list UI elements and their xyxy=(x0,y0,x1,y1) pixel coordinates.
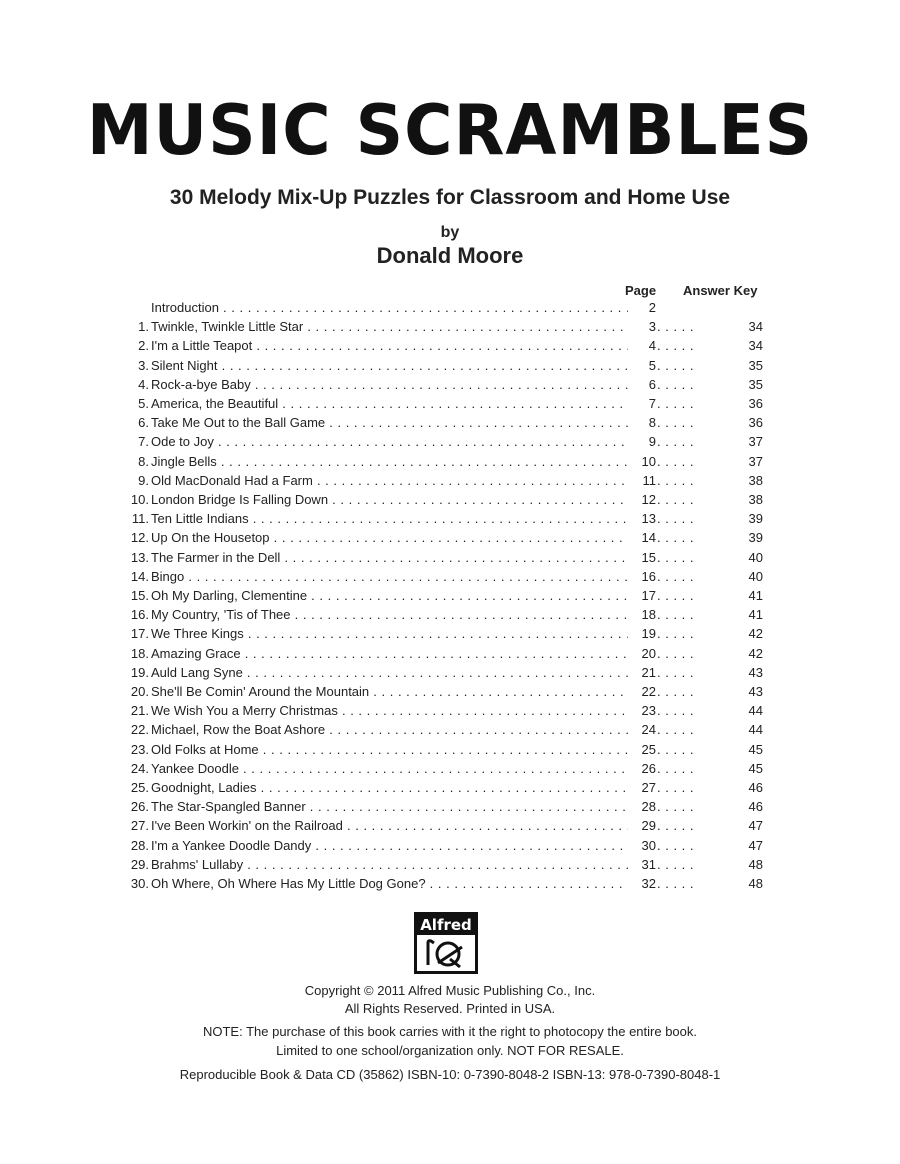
toc-row xyxy=(0,646,900,665)
toc-number: 25. xyxy=(130,780,149,795)
toc-title: Introduction . . . xyxy=(151,300,631,315)
toc-title: Ode to Joy . . . xyxy=(151,434,631,449)
toc-page-number: 15 xyxy=(628,550,656,565)
toc-leader-dots: . . . . . xyxy=(657,607,695,623)
note-line-1: NOTE: The purchase of this book carries with it the right to photocopy the entire book. xyxy=(202,1024,698,1039)
toc-title: I'm a Yankee Doodle Dandy . . . xyxy=(151,838,631,853)
toc-page-number: 14 xyxy=(628,530,656,545)
toc-number: 23. xyxy=(130,741,149,757)
toc-number: 24. xyxy=(130,760,149,776)
toc-page-number: 13 xyxy=(628,511,656,526)
toc-leader-dots: . . . . . xyxy=(657,319,695,335)
toc-leader-dots: . . . . . xyxy=(657,703,695,719)
toc-number: 9. xyxy=(138,472,149,488)
toc-answer-key-page: 46 xyxy=(748,799,763,815)
toc-row xyxy=(0,434,900,453)
toc-answer-key-page: 44 xyxy=(748,722,763,738)
toc-row xyxy=(0,665,900,684)
toc-leader-dots: . . . . . xyxy=(657,568,695,584)
toc-page-number: 30 xyxy=(628,838,656,853)
toc-answer-key-page: 36 xyxy=(748,415,763,431)
toc-title: She'll Be Comin' Around the Mountain . . . xyxy=(151,684,631,699)
toc-page-number: 10 xyxy=(628,454,656,469)
toc-number: 2. xyxy=(138,338,149,354)
toc-title: Goodnight, Ladies . . . xyxy=(151,780,631,795)
toc-number: 16. xyxy=(130,607,149,623)
toc-answer-key-page: 39 xyxy=(748,511,763,527)
toc-answer-key-page: 48 xyxy=(748,856,763,872)
toc-title: Brahms' Lullaby . . . xyxy=(151,857,631,872)
toc-title: Jingle Bells . . . xyxy=(151,454,631,469)
toc-page-number: 18 xyxy=(628,607,656,622)
toc-answer-key-page: 46 xyxy=(748,780,763,795)
toc-number: 5. xyxy=(138,396,149,411)
toc-row xyxy=(0,876,900,895)
toc-title: Michael, Row the Boat Ashore . . . xyxy=(151,722,631,737)
toc-page-number: 17 xyxy=(628,588,656,603)
toc-number: 20. xyxy=(130,684,149,699)
isbn-line: Reproducible Book & Data CD (35862) ISBN-10: 0-7390-8048-2 ISBN-13: 978-0-7390-8048-1 xyxy=(179,1067,721,1082)
toc-leader-dots: . . . . . xyxy=(657,415,695,431)
toc-number: 14. xyxy=(130,568,149,584)
toc-answer-key-page: 47 xyxy=(748,818,763,834)
toc-row xyxy=(0,684,900,703)
column-header-answer-key: Answer Key xyxy=(683,283,758,298)
toc-title: Bingo . . . xyxy=(151,569,631,584)
toc-number: 11. xyxy=(131,511,149,527)
toc-number: 30. xyxy=(130,876,149,891)
toc-page-number: 29 xyxy=(628,818,656,833)
toc-leader-dots: . . . . . xyxy=(657,434,695,450)
toc-page-number: 26 xyxy=(628,761,656,776)
toc-leader-dots: . . . . . xyxy=(657,492,695,507)
toc-title: The Farmer in the Dell . . . xyxy=(151,550,631,565)
toc-row xyxy=(0,358,900,377)
toc-answer-key-page: 48 xyxy=(748,876,763,891)
toc-leader-dots: . . . . . xyxy=(657,530,695,546)
toc-page-number: 23 xyxy=(628,703,656,718)
toc-row xyxy=(0,473,900,492)
toc-number: 19. xyxy=(130,664,149,680)
toc-row xyxy=(0,569,900,588)
toc-answer-key-page: 44 xyxy=(748,703,763,719)
toc-answer-key-page: 47 xyxy=(748,837,763,853)
toc-title: Ten Little Indians . . . xyxy=(151,511,631,526)
toc-page-number: 12 xyxy=(628,492,656,507)
toc-answer-key-page: 37 xyxy=(748,453,763,469)
toc-page-number: 16 xyxy=(628,569,656,584)
toc-title: Oh My Darling, Clementine . . . xyxy=(151,588,631,603)
toc-row xyxy=(0,818,900,837)
toc-page-number: 4 xyxy=(628,338,656,353)
toc-leader-dots: . . . . . xyxy=(657,780,695,795)
toc-row xyxy=(0,492,900,511)
toc-number: 7. xyxy=(138,434,149,450)
toc-answer-key-page: 41 xyxy=(748,607,763,623)
toc-leader-dots: . . . . . xyxy=(657,626,695,642)
toc-title: Auld Lang Syne . . . xyxy=(151,665,631,680)
toc-row xyxy=(0,550,900,569)
toc-answer-key-page: 43 xyxy=(748,684,763,699)
toc-answer-key-page: 40 xyxy=(748,549,763,565)
toc-leader-dots: . . . . . xyxy=(657,453,695,469)
toc-number: 22. xyxy=(130,722,149,738)
toc-row xyxy=(0,607,900,626)
toc-page-number: 6 xyxy=(628,377,656,392)
toc-row xyxy=(0,626,900,645)
toc-answer-key-page: 36 xyxy=(748,396,763,411)
toc-row xyxy=(0,588,900,607)
toc-answer-key-page: 38 xyxy=(748,492,763,507)
toc-row xyxy=(0,415,900,434)
toc-page-number: 21 xyxy=(628,665,656,680)
toc-answer-key-page: 41 xyxy=(748,588,763,603)
toc-leader-dots: . . . . . xyxy=(657,684,695,699)
toc-row xyxy=(0,780,900,799)
toc-title: America, the Beautiful . . . xyxy=(151,396,631,411)
toc-leader-dots: . . . . . xyxy=(657,856,695,872)
toc-title: Take Me Out to the Ball Game . . . xyxy=(151,415,631,430)
toc-row xyxy=(0,857,900,876)
toc-title: Yankee Doodle . . . xyxy=(151,761,631,776)
by-line: by xyxy=(440,224,460,241)
toc-row xyxy=(0,396,900,415)
toc-number: 1. xyxy=(138,319,149,335)
toc-title: We Three Kings . . . xyxy=(151,626,631,641)
toc-row xyxy=(0,530,900,549)
toc-leader-dots: . . . . . xyxy=(657,376,695,392)
toc-leader-dots: . . . . . xyxy=(657,760,695,776)
toc-row xyxy=(0,742,900,761)
toc-leader-dots: . . . . . xyxy=(657,472,695,488)
toc-page-number: 31 xyxy=(628,857,656,872)
toc-row xyxy=(0,377,900,396)
toc-answer-key-page: 35 xyxy=(748,357,763,373)
toc-row xyxy=(0,300,900,319)
toc-answer-key-page: 34 xyxy=(748,338,763,354)
toc-leader-dots: . . . . . xyxy=(657,511,695,527)
toc-title: Amazing Grace . . . xyxy=(151,646,631,661)
toc-number: 13. xyxy=(130,549,149,565)
toc-number: 17. xyxy=(130,626,149,642)
toc-title: London Bridge Is Falling Down . . . xyxy=(151,492,631,507)
toc-number: 27. xyxy=(130,818,149,834)
toc-leader-dots: . . . . . xyxy=(657,741,695,757)
toc-title: I've Been Workin' on the Railroad . . . xyxy=(151,818,631,833)
toc-page-number: 9 xyxy=(628,434,656,449)
toc-title: Up On the Housetop . . . xyxy=(151,530,631,545)
toc-page-number: 27 xyxy=(628,780,656,795)
toc-title: Silent Night . . . xyxy=(151,358,631,373)
toc-leader-dots: . . . . . xyxy=(657,338,695,354)
book-title: MUSIC SCRAMBLES xyxy=(86,90,814,171)
toc-number: 29. xyxy=(130,856,149,872)
toc-page-number: 20 xyxy=(628,646,656,661)
toc-leader-dots: . . . . . xyxy=(657,645,695,661)
toc-leader-dots: . . . . . xyxy=(657,799,695,815)
toc-answer-key-page: 38 xyxy=(748,472,763,488)
toc-answer-key-page: 45 xyxy=(748,741,763,757)
column-header-page: Page xyxy=(625,283,657,298)
toc-title: Rock-a-bye Baby . . . xyxy=(151,377,631,392)
toc-leader-dots: . . . . . xyxy=(657,837,695,853)
toc-title: Old MacDonald Had a Farm . . . xyxy=(151,473,631,488)
toc-row xyxy=(0,511,900,530)
toc-number: 10. xyxy=(130,492,149,507)
toc-page-number: 25 xyxy=(628,742,656,757)
toc-page-number: 11 xyxy=(628,473,656,488)
toc-page-number: 24 xyxy=(628,722,656,737)
copyright-line: Copyright © 2011 Alfred Music Publishing Co., Inc. xyxy=(304,983,596,998)
toc-number: 12. xyxy=(130,530,149,546)
alfred-logo-label: Alfred xyxy=(417,915,475,935)
toc-row xyxy=(0,703,900,722)
toc-row xyxy=(0,454,900,473)
toc-number: 6. xyxy=(138,415,149,431)
toc-leader-dots: . . . . . xyxy=(657,818,695,834)
toc-number: 26. xyxy=(130,799,149,815)
toc-row xyxy=(0,761,900,780)
toc-leader-dots: . . . . . xyxy=(657,876,695,891)
toc-page-number: 28 xyxy=(628,799,656,814)
note-line-2: Limited to one school/organization only. NOT FOR RESALE. xyxy=(276,1043,624,1058)
author-name: Donald Moore xyxy=(376,243,524,268)
toc-answer-key-page: 42 xyxy=(748,626,763,642)
toc-number: 28. xyxy=(130,837,149,853)
toc-number: 21. xyxy=(130,703,149,719)
toc-title: We Wish You a Merry Christmas . . . xyxy=(151,703,631,718)
toc-title: The Star-Spangled Banner . . . xyxy=(151,799,631,814)
toc-row xyxy=(0,838,900,857)
toc-title: Old Folks at Home . . . xyxy=(151,742,631,757)
toc-leader-dots: . . . . . xyxy=(657,664,695,680)
rights-line: All Rights Reserved. Printed in USA. xyxy=(344,1001,556,1016)
toc-page-number: 5 xyxy=(628,358,656,373)
toc-row xyxy=(0,799,900,818)
toc-title: Oh Where, Oh Where Has My Little Dog Gone? . . . xyxy=(151,876,631,891)
toc-page-number: 19 xyxy=(628,626,656,641)
toc-number: 15. xyxy=(130,588,149,603)
alfred-emblem-icon xyxy=(424,937,468,969)
toc-page-number: 3 xyxy=(628,319,656,334)
toc-leader-dots: . . . . . xyxy=(657,357,695,373)
toc-page-number: 8 xyxy=(628,415,656,430)
toc-answer-key-page: 40 xyxy=(748,568,763,584)
toc-answer-key-page: 43 xyxy=(748,664,763,680)
toc-number: 3. xyxy=(138,357,149,373)
toc-number: 8. xyxy=(138,453,149,469)
toc-number: 18. xyxy=(130,645,149,661)
toc-answer-key-page: 37 xyxy=(748,434,763,450)
toc-leader-dots: . . . . . xyxy=(657,722,695,738)
book-subtitle: 30 Melody Mix-Up Puzzles for Classroom and Home Use xyxy=(169,186,731,209)
toc-answer-key-page: 35 xyxy=(748,376,763,392)
toc-title: Twinkle, Twinkle Little Star . . . xyxy=(151,319,631,334)
toc-page-number: 7 xyxy=(628,396,656,411)
toc-answer-key-page: 39 xyxy=(748,530,763,546)
toc-page-number: 32 xyxy=(628,876,656,891)
toc-row xyxy=(0,338,900,357)
toc-leader-dots: . . . . . xyxy=(657,549,695,565)
toc-title: I'm a Little Teapot . . . xyxy=(151,338,631,353)
toc-answer-key-page: 34 xyxy=(748,319,763,335)
toc-number: 4. xyxy=(138,376,149,392)
toc-row xyxy=(0,319,900,338)
toc-leader-dots: . . . . . xyxy=(657,396,695,411)
toc-answer-key-page: 45 xyxy=(748,760,763,776)
toc-title: My Country, 'Tis of Thee . . . xyxy=(151,607,631,622)
alfred-logo xyxy=(414,912,478,974)
toc-answer-key-page: 42 xyxy=(748,645,763,661)
toc-page-number: 2 xyxy=(628,300,656,315)
toc-leader-dots: . . . . . xyxy=(657,588,695,603)
toc-row xyxy=(0,722,900,741)
toc-page-number: 22 xyxy=(628,684,656,699)
